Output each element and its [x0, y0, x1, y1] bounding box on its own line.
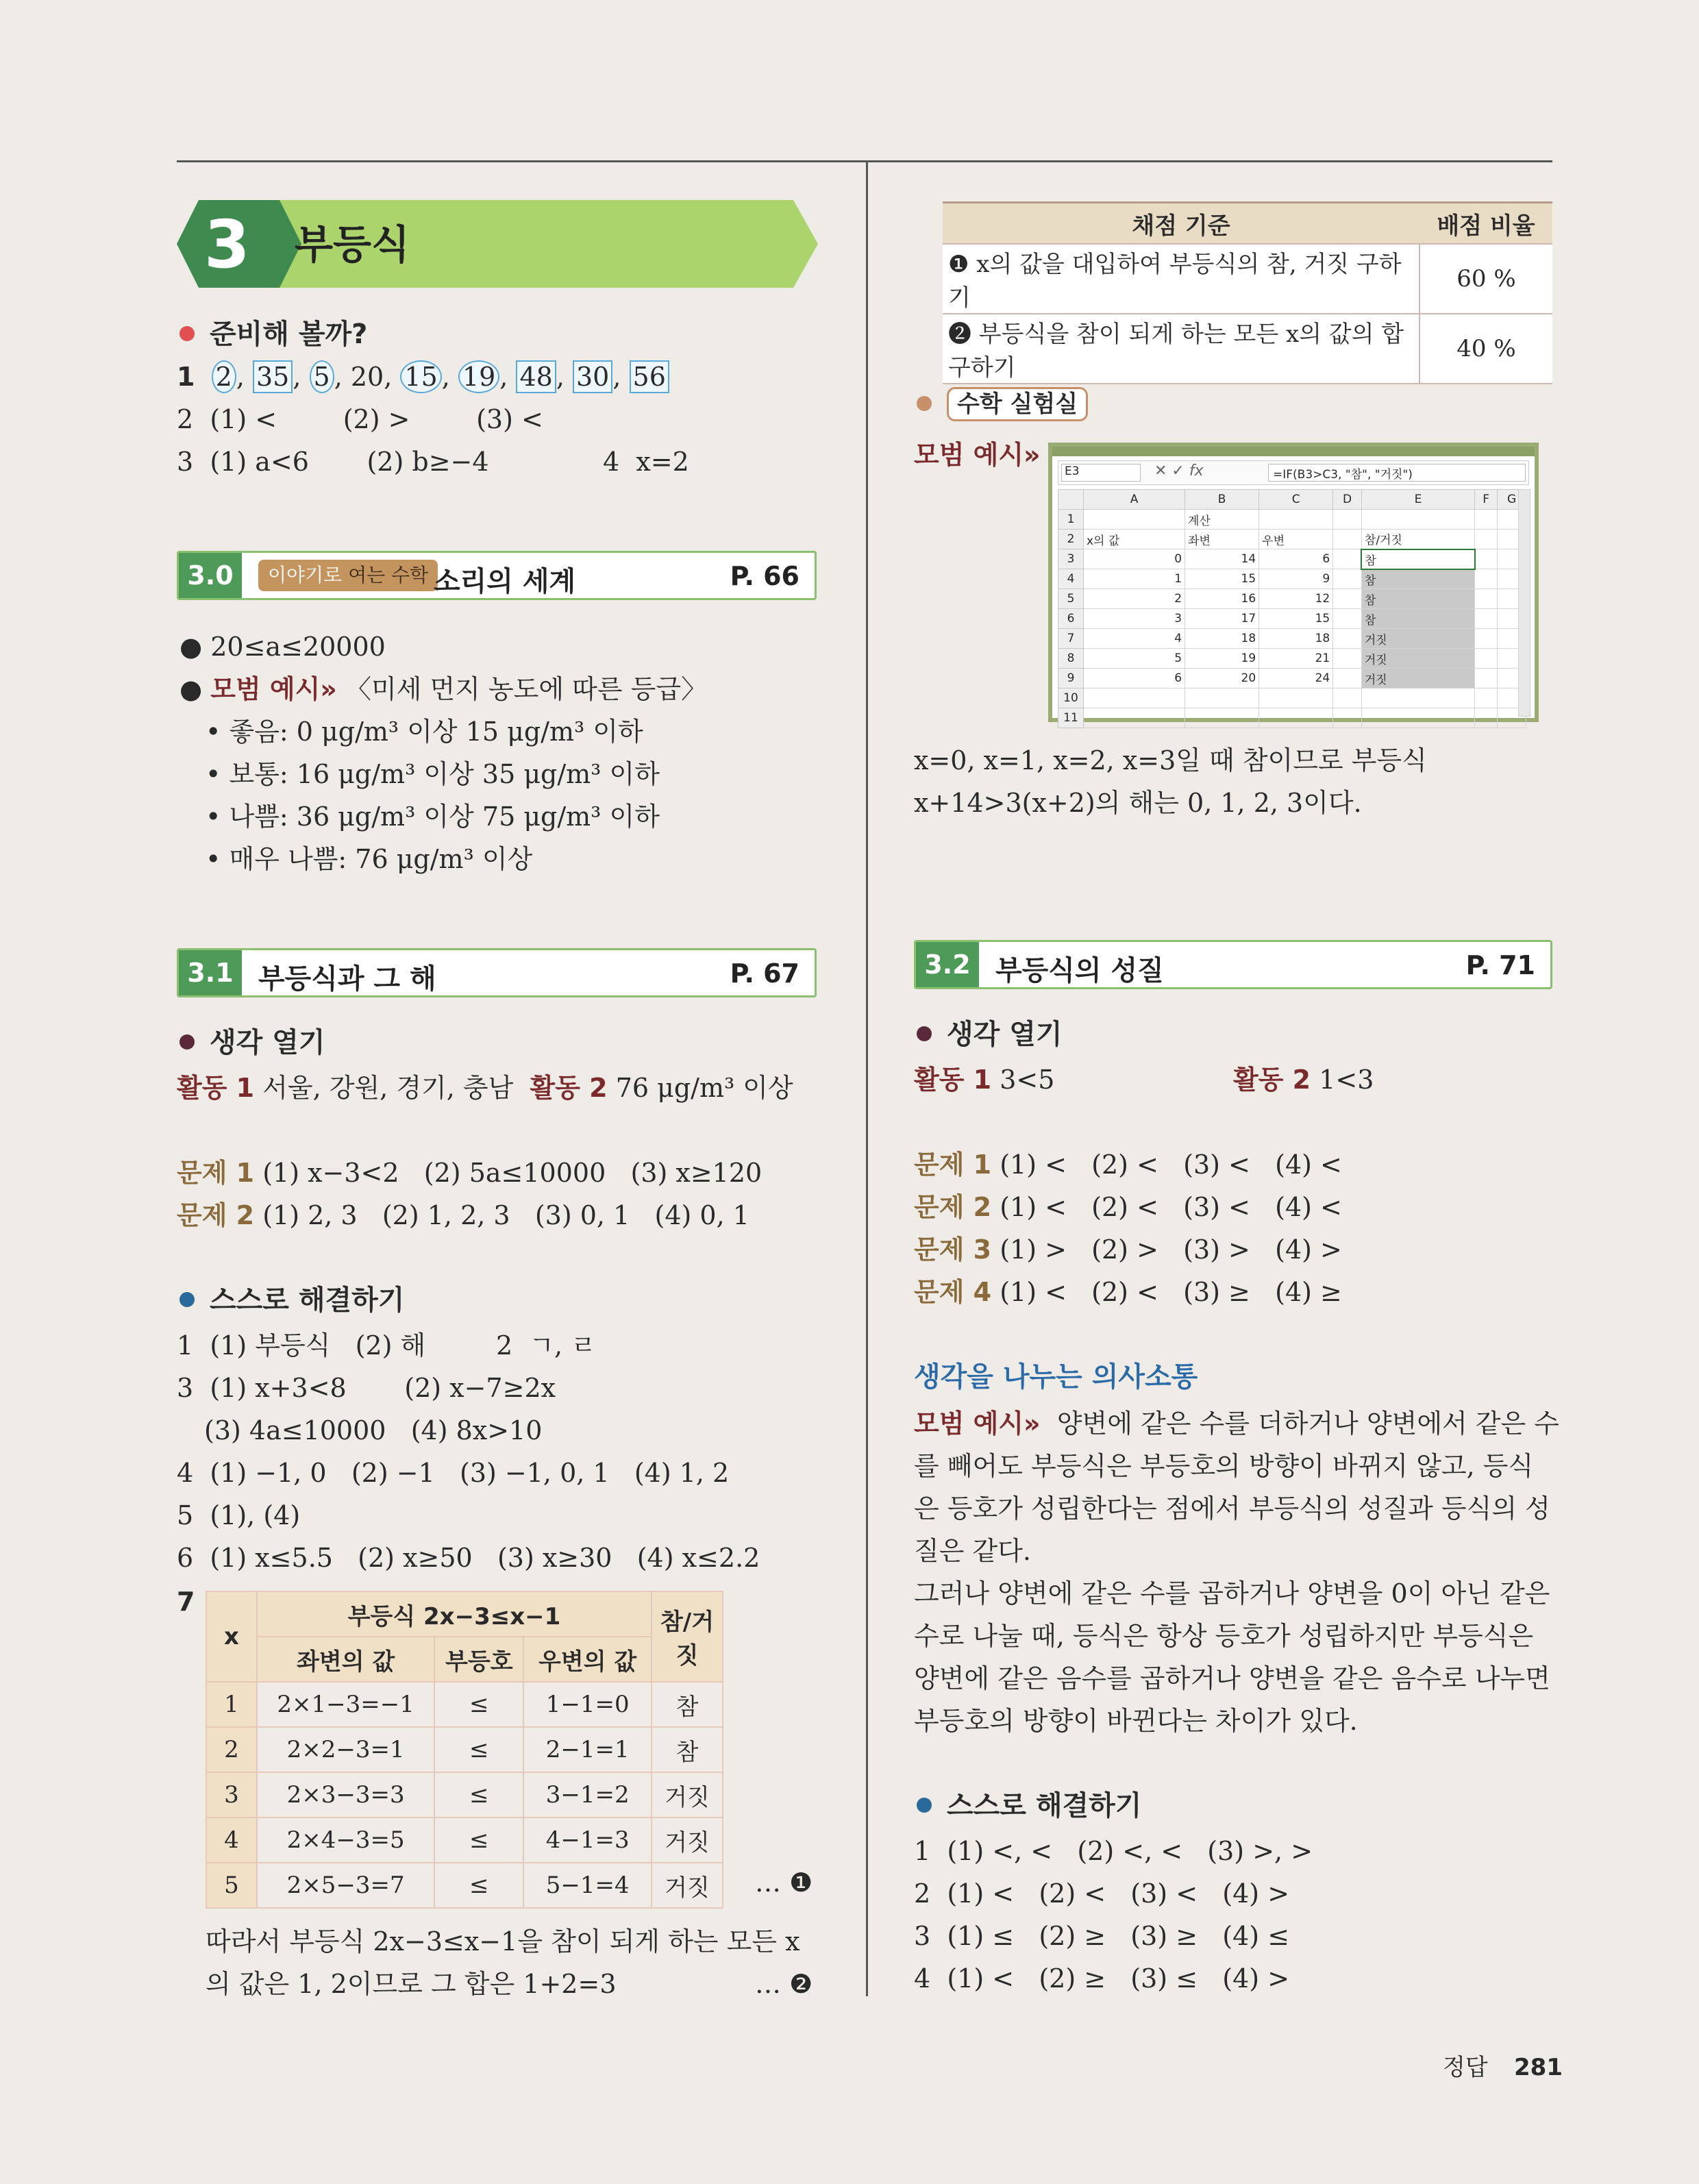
bullet-dot: [179, 1034, 195, 1050]
communication-line: 를 빼어도 부등식은 부등호의 방향이 바뀌지 않고, 등식: [914, 1451, 1534, 1481]
lab-example-label: 모범 예시»: [914, 440, 1041, 470]
page-number: 281: [1514, 2054, 1563, 2081]
conclusion-line-1: 따라서 부등식 2x−3≤x−1을 참이 되게 하는 모든 x: [206, 1926, 800, 1957]
self-answer-4: 4 (1) −1, 0 (2) −1 (3) −1, 0, 1 (4) 1, 2: [177, 1458, 730, 1488]
sheet-row: 2 x의 값 좌변 우변 참/거짓: [1058, 530, 1526, 549]
prep-answer-1: 1 2 , 35 , 5 , 20, 15 , 19 , 48 , 30 , 56: [177, 360, 669, 393]
formula-bar: [1058, 460, 1529, 485]
self-answer-5: 5 (1), (4): [177, 1500, 301, 1530]
sec32-problem-1: 문제 1 (1) < (2) < (3) < (4) <: [914, 1150, 1342, 1180]
section-number: 3.0: [179, 553, 242, 598]
top-rule-left: [177, 160, 869, 162]
section-title: 부등식과 그 해: [258, 963, 436, 995]
sec30-line1: ● 20≤a≤20000: [179, 632, 386, 662]
sheet-row: 10: [1058, 688, 1526, 708]
bullet-dot: [917, 396, 932, 411]
prep-answer-2: 2 (1) < (2) > (3) <: [177, 404, 543, 434]
sheet-row: 9 6 20 24 거짓: [1058, 669, 1526, 688]
boxed-number: 48: [516, 360, 556, 393]
sheet-row: 6 3 17 15 참: [1058, 609, 1526, 629]
chapter-banner: [177, 200, 818, 288]
section-badge: 이야기로 여는 수학: [258, 560, 438, 591]
bullet-dot: [917, 1026, 932, 1041]
header-sign: 부등호: [434, 1637, 523, 1682]
sec30-example: ● 모범 예시» 〈미세 먼지 농도에 따른 등급〉: [179, 674, 708, 704]
self-answer-3: 3 (1) x+3<8 (2) x−7≥2x: [177, 1373, 556, 1403]
communication-line: 모범 예시» 양변에 같은 수를 더하거나 양변에서 같은 수: [914, 1409, 1560, 1439]
table-row: 4 2×4−3=5 ≤ 4−1=3 거짓: [206, 1817, 723, 1863]
sec30-item: • 매우 나쁨: 76 μg/m³ 이상: [206, 844, 533, 874]
circled-number: 15: [400, 360, 441, 393]
sec32-problem-4: 문제 4 (1) < (2) < (3) ≥ (4) ≥: [914, 1277, 1342, 1307]
section-page: P. 67: [730, 958, 799, 989]
sec32-problem-2: 문제 2 (1) < (2) < (3) < (4) <: [914, 1192, 1342, 1222]
header-criteria: 채점 기준: [943, 203, 1419, 245]
sec32-self-4: 4 (1) < (2) ≥ (3) ≤ (4) >: [914, 1963, 1290, 1994]
header-left: 좌변의 값: [257, 1637, 434, 1682]
spreadsheet-screenshot: [1048, 443, 1539, 725]
mark-step-1: … ❶: [755, 1867, 813, 1898]
spreadsheet-grid: A B C D E F G 1 계산 2 x의 값 좌변 우변 참/거짓 3 0 14 6 참 4 1 15 9 참 5 2 16 12 참 6 3 17 15 참 7 4 18 18 거짓 8 5 19 21 거짓 9 6 20 24 거짓 10 11: [1058, 489, 1526, 728]
self-answer-3b: (3) 4a≤10000 (4) 8x>10: [204, 1415, 543, 1445]
self-answer-6: 6 (1) x≤5.5 (2) x≥50 (3) x≥30 (4) x≤2.2: [177, 1543, 760, 1573]
sec32-self-3: 3 (1) ≤ (2) ≥ (3) ≥ (4) ≤: [914, 1921, 1290, 1951]
boxed-number: 30: [573, 360, 612, 393]
boxed-number: 35: [253, 360, 293, 393]
sheet-row: 8 5 19 21 거짓: [1058, 649, 1526, 669]
sec30-item: • 나쁨: 36 μg/m³ 이상 75 μg/m³ 이하: [206, 802, 660, 832]
table-row: 3 2×3−3=3 ≤ 3−1=2 거짓: [206, 1772, 723, 1817]
lab-text-1: x=0, x=1, x=2, x=3일 때 참이므로 부등식: [914, 745, 1427, 775]
chapter-title: 부등식: [295, 221, 410, 268]
self-heading: 스스로 해결하기: [179, 1284, 404, 1317]
self-answer-7-label: 7: [177, 1587, 195, 1617]
circled-number: 19: [458, 360, 499, 393]
lab-badge: 수학 실험실: [947, 387, 1088, 421]
communication-line: 양변에 같은 음수를 곱하거나 양변을 같은 음수로 나누면: [914, 1663, 1550, 1693]
scrollbar[interactable]: [1518, 489, 1530, 717]
truth-table: [206, 1591, 723, 1909]
communication-line: 수로 나눌 때, 등식은 항상 등호가 성립하지만 부등식은: [914, 1621, 1534, 1651]
top-rule-right: [869, 160, 1552, 162]
section-page: P. 66: [730, 561, 799, 591]
boxed-number: 56: [630, 360, 669, 393]
table-row: ❶ x의 값을 대입하여 부등식의 참, 거짓 구하기 60 %: [943, 244, 1552, 314]
self-answer-2: 2 ㄱ, ㄹ: [496, 1330, 596, 1361]
prep-heading: 준비해 볼까?: [179, 318, 367, 351]
bullet-dot: [179, 326, 195, 341]
communication-line: 부등호의 방향이 바뀐다는 차이가 있다.: [914, 1706, 1358, 1736]
window-titlebar: [1052, 447, 1535, 456]
communication-heading: 생각을 나누는 의사소통: [914, 1361, 1198, 1393]
prep-answer-3: 3 (1) a<6 (2) b≥−4: [177, 447, 489, 477]
sec31-problem-2: 문제 2 (1) 2, 3 (2) 1, 2, 3 (3) 0, 1 (4) 0, 1: [177, 1200, 749, 1230]
section-number: 3.2: [916, 942, 979, 987]
self-heading: 스스로 해결하기: [917, 1789, 1141, 1822]
sec32-activity-1: 활동 1 3<5: [914, 1065, 1055, 1095]
lab-heading: [917, 388, 1088, 421]
table-row: 5 2×5−3=7 ≤ 5−1=4 거짓: [206, 1863, 723, 1908]
sec32-activity-2: 활동 2 1<3: [1233, 1065, 1374, 1095]
communication-line: 은 등호가 성립한다는 점에서 부등식의 성질과 등식의 성: [914, 1493, 1550, 1524]
section-3-2-header: [914, 940, 1552, 989]
header-inequality: 부등식 2x−3≤x−1: [257, 1591, 652, 1637]
header-x: x: [206, 1591, 257, 1682]
table-row: 2 2×2−3=1 ≤ 2−1=1 참: [206, 1727, 723, 1772]
conclusion-line-2: 의 값은 1, 2이므로 그 합은 1+2=3: [206, 1969, 617, 1999]
circled-number: 2: [212, 360, 236, 393]
sec32-self-2: 2 (1) < (2) < (3) < (4) >: [914, 1878, 1290, 1909]
sheet-row: 4 1 15 9 참: [1058, 569, 1526, 589]
header-right: 우변의 값: [523, 1637, 652, 1682]
header-true-false: 참/거짓: [652, 1591, 723, 1682]
bullet-dot: [917, 1798, 932, 1813]
prep-answer-4: 4 x=2: [603, 447, 689, 477]
section-title: 부등식의 성질: [995, 955, 1164, 986]
sheet-row: 11: [1058, 708, 1526, 728]
lab-text-2: x+14>3(x+2)의 해는 0, 1, 2, 3이다.: [914, 788, 1362, 818]
sec31-activity: 활동 1 서울, 강원, 경기, 충남 활동 2 76 μg/m³ 이상: [177, 1073, 793, 1103]
sec32-self-1: 1 (1) <, < (2) <, < (3) >, >: [914, 1836, 1313, 1866]
sheet-row: 3 0 14 6 참: [1058, 549, 1526, 569]
name-box[interactable]: E3: [1061, 464, 1141, 482]
column-divider: [866, 160, 868, 1996]
footer-label: 정답: [1443, 2054, 1488, 2081]
communication-line: 그러나 양변에 같은 수를 곱하거나 양변을 0이 아닌 같은: [914, 1578, 1550, 1609]
section-3-1-header: [177, 948, 817, 997]
bullet-dot: [179, 1292, 195, 1307]
section-3-0-header: [177, 551, 817, 600]
sheet-row: 5 2 16 12 참: [1058, 589, 1526, 609]
sec32-problem-3: 문제 3 (1) > (2) > (3) > (4) >: [914, 1234, 1342, 1265]
table-row: 1 2×1−3=−1 ≤ 1−1=0 참: [206, 1682, 723, 1727]
header-ratio: 배점 비율: [1419, 203, 1552, 245]
formula-input[interactable]: =IF(B3>C3, "참", "거짓"): [1268, 464, 1526, 482]
table-row: ❷ 부등식을 참이 되게 하는 모든 x의 값의 합 구하기 40 %: [943, 314, 1552, 384]
section-number: 3.1: [179, 950, 242, 995]
section-title: 소리의 세계: [434, 566, 576, 597]
scoring-table: [943, 201, 1552, 384]
self-answer-1: 1 (1) 부등식 (2) 해: [177, 1330, 426, 1361]
section-page: P. 71: [1465, 950, 1535, 980]
circled-number: 5: [310, 360, 334, 393]
mark-step-2: … ❷: [755, 1969, 813, 1999]
chapter-number: 3: [204, 206, 250, 283]
sec31-problem-1: 문제 1 (1) x−3<2 (2) 5a≤10000 (3) x≥120: [177, 1158, 762, 1188]
sec30-item: • 좋음: 0 μg/m³ 이상 15 μg/m³ 이하: [206, 717, 643, 747]
fx-icon: ✕ ✓ fx: [1154, 462, 1204, 480]
think-heading: 생각 열기: [179, 1026, 325, 1059]
sheet-row: 7 4 18 18 거짓: [1058, 629, 1526, 649]
sheet-row: 1 계산: [1058, 510, 1526, 530]
think-heading: 생각 열기: [917, 1018, 1063, 1051]
sec30-item: • 보통: 16 μg/m³ 이상 35 μg/m³ 이하: [206, 759, 660, 789]
communication-line: 질은 같다.: [914, 1536, 1031, 1566]
